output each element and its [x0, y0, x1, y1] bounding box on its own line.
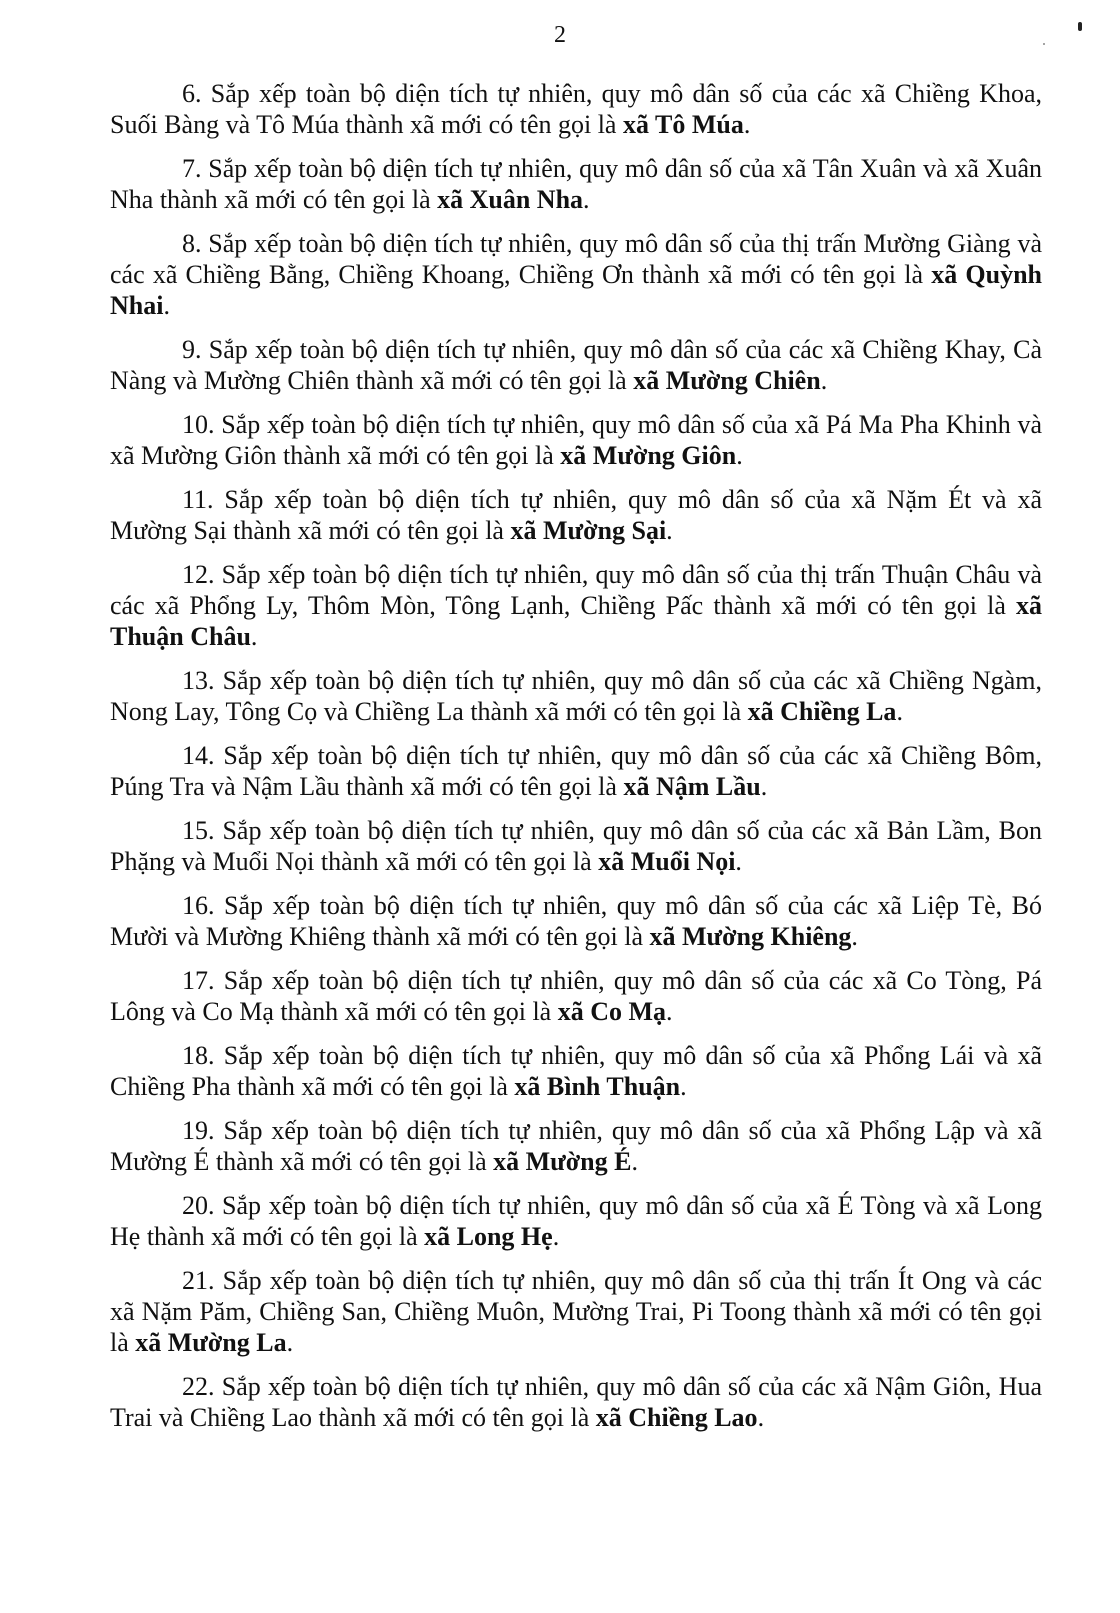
new-commune-name: xã Xuân Nha: [437, 185, 584, 214]
new-commune-name: xã Chiềng Lao: [595, 1403, 758, 1432]
paragraph-18: 18. Sắp xếp toàn bộ diện tích tự nhiên, quy mô dân số của xã Phổng Lái và xã Chiềng Pha thành xã mới có tên gọi là xã Bình Thuận.: [110, 1041, 1042, 1101]
new-commune-name: xã Nậm Lầu: [623, 772, 761, 801]
page-number: 2: [554, 22, 566, 48]
paragraph-6: 6. Sắp xếp toàn bộ diện tích tự nhiên, quy mô dân số của các xã Chiềng Khoa, Suối Bàng và Tô Múa thành xã mới có tên gọi là xã Tô Múa.: [110, 79, 1042, 139]
new-commune-name: xã Long Hẹ: [424, 1222, 553, 1251]
paragraph-20: 20. Sắp xếp toàn bộ diện tích tự nhiên, quy mô dân số của xã É Tòng và xã Long Hẹ thành xã mới có tên gọi là xã Long Hẹ.: [110, 1191, 1042, 1251]
paragraph-7: 7. Sắp xếp toàn bộ diện tích tự nhiên, quy mô dân số của xã Tân Xuân và xã Xuân Nha thành xã mới có tên gọi là xã Xuân Nha.: [110, 154, 1042, 214]
new-commune-name: xã Tô Múa: [622, 110, 744, 139]
new-commune-name: xã Chiềng La: [747, 697, 897, 726]
scan-speck: [1078, 22, 1082, 31]
new-commune-name: xã Mường Sại: [510, 516, 667, 545]
paragraph-9: 9. Sắp xếp toàn bộ diện tích tự nhiên, quy mô dân số của các xã Chiềng Khay, Cà Nàng và Mường Chiên thành xã mới có tên gọi là xã Mường Chiên.: [110, 335, 1042, 395]
paragraph-21: 21. Sắp xếp toàn bộ diện tích tự nhiên, quy mô dân số của thị trấn Ít Ong và các xã Nặm Păm, Chiềng San, Chiềng Muôn, Mường Trai, Pi Toong thành xã mới có tên gọi là xã Mường La.: [110, 1266, 1042, 1357]
new-commune-name: xã Bình Thuận: [514, 1072, 681, 1101]
paragraph-19: 19. Sắp xếp toàn bộ diện tích tự nhiên, quy mô dân số của xã Phổng Lập và xã Mường É thành xã mới có tên gọi là xã Mường É.: [110, 1116, 1042, 1176]
paragraph-11: 11. Sắp xếp toàn bộ diện tích tự nhiên, quy mô dân số của xã Nặm Ét và xã Mường Sại thành xã mới có tên gọi là xã Mường Sại.: [110, 485, 1042, 545]
paragraph-13: 13. Sắp xếp toàn bộ diện tích tự nhiên, quy mô dân số của các xã Chiềng Ngàm, Nong Lay, Tông Cọ và Chiềng La thành xã mới có tên gọi là xã Chiềng La.: [110, 666, 1042, 726]
paragraph-16: 16. Sắp xếp toàn bộ diện tích tự nhiên, quy mô dân số của các xã Liệp Tè, Bó Mười và Mường Khiêng thành xã mới có tên gọi là xã Mường Khiêng.: [110, 891, 1042, 951]
paragraph-8: 8. Sắp xếp toàn bộ diện tích tự nhiên, quy mô dân số của thị trấn Mường Giàng và các xã Chiềng Bằng, Chiềng Khoang, Chiềng Ơn thành xã mới có tên gọi là xã Quỳnh Nhai.: [110, 229, 1042, 320]
new-commune-name: xã Mường Khiêng: [649, 922, 852, 951]
new-commune-name: xã Quỳnh Nhai: [110, 260, 1042, 320]
paragraph-12: 12. Sắp xếp toàn bộ diện tích tự nhiên, quy mô dân số của thị trấn Thuận Châu và các xã Phổng Ly, Thôm Mòn, Tông Lạnh, Chiềng Pấc thành xã mới có tên gọi là xã Thuận Châu.: [110, 560, 1042, 651]
new-commune-name: xã Co Mạ: [557, 997, 667, 1026]
paragraph-17: 17. Sắp xếp toàn bộ diện tích tự nhiên, quy mô dân số của các xã Co Tòng, Pá Lông và Co Mạ thành xã mới có tên gọi là xã Co Mạ.: [110, 966, 1042, 1026]
paragraph-15: 15. Sắp xếp toàn bộ diện tích tự nhiên, quy mô dân số của các xã Bản Lầm, Bon Phặng và Muổi Nọi thành xã mới có tên gọi là xã Muổi Nọi.: [110, 816, 1042, 876]
paragraph-22: 22. Sắp xếp toàn bộ diện tích tự nhiên, quy mô dân số của các xã Nậm Giôn, Hua Trai và Chiềng Lao thành xã mới có tên gọi là xã Chiềng Lao.: [110, 1372, 1042, 1432]
paragraph-14: 14. Sắp xếp toàn bộ diện tích tự nhiên, quy mô dân số của các xã Chiềng Bôm, Púng Tra và Nậm Lầu thành xã mới có tên gọi là xã Nậm Lầu.: [110, 741, 1042, 801]
new-commune-name: xã Mường Chiên: [633, 366, 821, 395]
paragraph-10: 10. Sắp xếp toàn bộ diện tích tự nhiên, quy mô dân số của xã Pá Ma Pha Khinh và xã Mường Giôn thành xã mới có tên gọi là xã Mường Giôn.: [110, 410, 1042, 470]
new-commune-name: xã Muổi Nọi: [598, 847, 736, 876]
new-commune-name: xã Thuận Châu: [110, 591, 1042, 651]
new-commune-name: xã Mường Giôn: [560, 441, 737, 470]
new-commune-name: xã Mường La: [135, 1328, 287, 1357]
document-body: [110, 78, 1042, 1446]
scan-speck-small: [1043, 43, 1045, 45]
new-commune-name: xã Mường É: [493, 1147, 632, 1176]
